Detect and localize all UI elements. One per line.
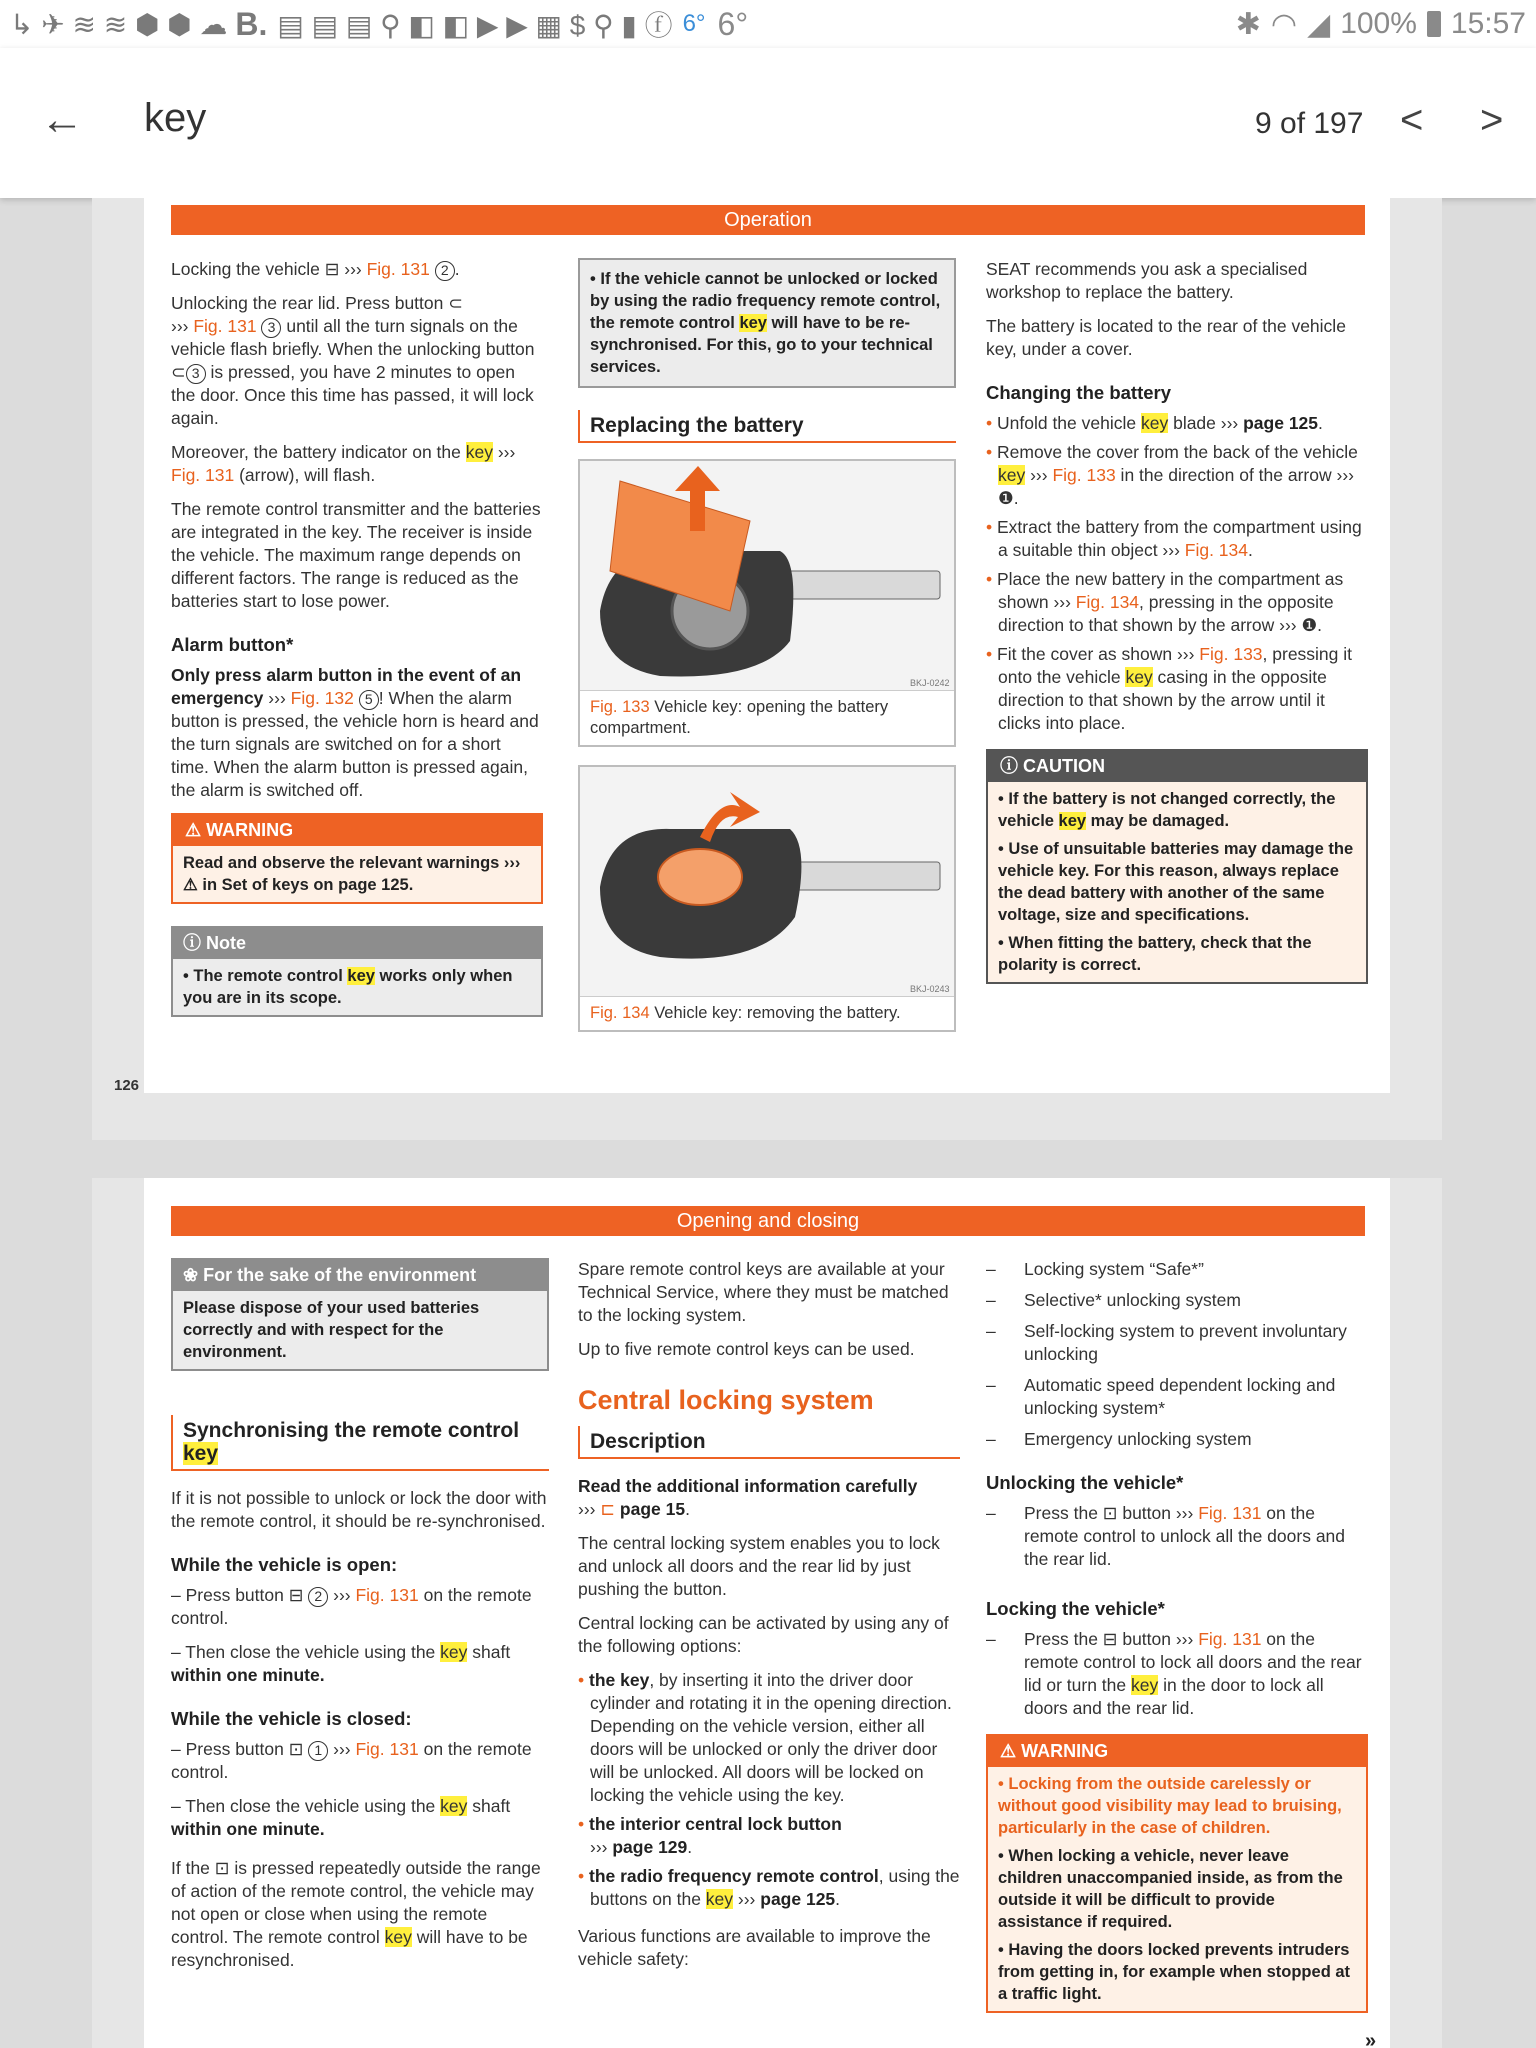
heading-locking-vehicle: Locking the vehicle* xyxy=(986,1598,1165,1619)
page2-column-1 xyxy=(171,1258,549,1983)
paragraph-battery-indicator: Moreover, the battery indicator on the key ››› Fig. 131 (arrow), will flash. xyxy=(171,442,516,485)
list-item: • Remove the cover from the back of the vehicle key ››› Fig. 133 in the direction of the arrow ››› ❶. xyxy=(986,442,1358,508)
note-body: • The remote control key works only when you are in its scope. xyxy=(173,959,541,1015)
lock-icon: ⊟ xyxy=(324,259,340,279)
paragraph-central-locking: The central locking system enables you to lock and unlock all doors and the rear lid by just pushing the button. xyxy=(578,1533,940,1599)
heading-vehicle-closed: While the vehicle is closed: xyxy=(171,1708,412,1729)
heading-alarm-button: Alarm button* xyxy=(171,634,294,655)
heading-replacing-battery: Replacing the battery xyxy=(578,410,956,443)
note-title: ⓘ Note xyxy=(173,928,541,959)
figure-134-caption: Fig. 134 Vehicle key: removing the battery. xyxy=(590,1004,901,1022)
page2-column-3 xyxy=(986,1258,1368,2029)
search-highlight: key xyxy=(347,967,375,985)
page-127 xyxy=(144,1178,1390,2048)
list-item: – Press the ⊡ button ››› Fig. 131 on the remote control to unlock all the doors and the rear lid. xyxy=(986,1503,1346,1569)
search-highlight: key xyxy=(998,465,1026,485)
list-item: • the radio frequency remote control, using the buttons on the key ››› page 125. xyxy=(578,1866,960,1909)
read-more: Read the additional information carefully ››› ⊏ page 15. xyxy=(578,1476,918,1519)
list-item: • Fit the cover as shown ››› Fig. 133, pressing it onto the vehicle key casing in the opposite direction to that shown by the arrow until it clicks into place. xyxy=(986,644,1353,733)
battery-percent: 100% xyxy=(1340,7,1417,40)
wifi-icon: ◠ xyxy=(1270,7,1298,41)
search-highlight: key xyxy=(440,1796,468,1816)
heading-synchronising: Synchronising the remote control key xyxy=(171,1415,549,1471)
list-item: • Extract the battery from the compartment using a suitable thin object ››› Fig. 134. xyxy=(986,517,1362,560)
search-highlight: key xyxy=(1125,667,1153,687)
step-closed-2: – Then close the vehicle using the key shaft within one minute. xyxy=(171,1796,511,1839)
more-notification-icons: ▤ ▤ ▤ ⚲ ◧ ◧ ▶ ▶ ▦ $ ⚲ ▮ ⓕ xyxy=(277,10,673,41)
paragraph-out-of-range: If the ⊡ is pressed repeatedly outside the range of action of the remote control, the vehicle may not open or close when using the remote control. The remote control key will have to be resynchronised. xyxy=(171,1858,541,1970)
book-icon: ⊏ xyxy=(600,1499,620,1519)
environment-box xyxy=(171,1258,549,1371)
back-arrow-icon[interactable]: ← xyxy=(40,95,84,144)
page-126 xyxy=(144,198,1390,1093)
page1-column-2 xyxy=(578,258,956,1050)
lock-icon: ⊟ xyxy=(288,1585,304,1605)
step-closed-1: – Press button ⊡ 1 ››› Fig. 131 on the remote control. xyxy=(171,1739,532,1782)
heading-vehicle-open: While the vehicle is open: xyxy=(171,1554,398,1575)
rear-lid-icon: ⊂ xyxy=(171,362,186,382)
paragraph-alarm: Only press alarm button in the event of an emergency ››› Fig. 132 5 ! When the alarm button is pressed, the vehicle horn is heard and the turn signals are switched on for a short time. When the alarm button is pressed again, the alarm is switched off. xyxy=(171,665,539,800)
list-item: • Unfold the vehicle key blade ››› page 125. xyxy=(986,413,1323,433)
caution-body: • If the battery is not changed correctly, the vehicle key may be damaged. • Use of unsuitable batteries may damage the vehicle key. For this reason, always replace the dead battery with another of the same voltage, size and specifications. • When fitting the battery, check that the polarity is correct. xyxy=(988,782,1366,982)
page1-column-3 xyxy=(986,258,1368,1000)
step-open-1: – Press button ⊟ 2 ››› Fig. 131 on the remote control. xyxy=(171,1585,532,1628)
weather-temp-small: 6° xyxy=(682,10,706,37)
warning-title: ⚠ WARNING xyxy=(173,815,541,846)
list-item: – Emergency unlocking system xyxy=(986,1429,1252,1449)
bluetooth-icon: ✱ xyxy=(1235,7,1261,41)
paragraph-activation: Central locking can be activated by using any of the following options: xyxy=(578,1613,949,1656)
list-item: • the interior central lock button ››› page 129. xyxy=(578,1814,842,1857)
search-highlight: key xyxy=(1131,1675,1159,1695)
figure-133-caption: Fig. 133 Vehicle key: opening the battery compartment. xyxy=(590,698,889,737)
notification-icons: ↳ ✈ ≋ ≋ ⬢ ⬢ ☁ xyxy=(10,8,228,40)
figure-133 xyxy=(578,459,956,747)
list-item: – Automatic speed dependent locking and unlocking system* xyxy=(986,1375,1336,1418)
environment-body: Please dispose of your used batteries correctly and with respect for the environment. xyxy=(173,1291,547,1369)
page2-column-2 xyxy=(578,1258,960,1982)
unlock-icon: ⊡ xyxy=(1102,1503,1118,1523)
match-counter: 9 of 197 xyxy=(1255,107,1364,140)
step-open-2: – Then close the vehicle using the key shaft within one minute. xyxy=(171,1642,511,1685)
status-bar xyxy=(0,0,1536,48)
list-item: – Self-locking system to prevent involuntary unlocking xyxy=(986,1321,1347,1364)
resync-info-box: • If the vehicle cannot be unlocked or locked by using the radio frequency remote control, the remote control key will have to be re-synchronised. For this, go to your technical services. xyxy=(578,258,956,388)
paragraph-battery-location: The battery is located to the rear of the vehicle key, under a cover. xyxy=(986,316,1346,359)
search-highlight: key xyxy=(739,314,767,332)
search-toolbar xyxy=(0,48,1536,198)
warning-box xyxy=(171,813,543,904)
paragraph-remote-control: The remote control transmitter and the batteries are integrated in the key. The receiver is inside the vehicle. The maximum range depends on different factors. The range is reduced as the batteries start to lose power. xyxy=(171,499,541,611)
caution-title: ⓘ CAUTION xyxy=(988,751,1366,782)
figure-code: BKJ-0242 xyxy=(910,678,950,688)
page1-column-1 xyxy=(171,258,543,1033)
b-icon: B. xyxy=(235,5,268,42)
section-header-opening-closing: Opening and closing xyxy=(171,1206,1365,1236)
paragraph-resync: If it is not possible to unlock or lock the door with the remote control, it should be re-synchronised. xyxy=(171,1488,547,1531)
search-highlight: key xyxy=(1140,413,1169,433)
section-header-operation: Operation xyxy=(171,205,1365,235)
figure-134 xyxy=(578,765,956,1032)
paragraph-safety-functions: Various functions are available to improve the vehicle safety: xyxy=(578,1926,931,1969)
key-battery-remove-image xyxy=(580,767,954,997)
weather-temp-large: 6° xyxy=(717,5,749,42)
search-highlight: key xyxy=(384,1927,412,1947)
warning-box xyxy=(986,1734,1368,2013)
search-highlight: key xyxy=(183,1442,219,1465)
search-query[interactable]: key xyxy=(144,96,207,140)
paragraph-seat-recommends: SEAT recommends you ask a specialised workshop to replace the battery. xyxy=(986,259,1308,302)
list-item: – Selective* unlocking system xyxy=(986,1290,1241,1310)
heading-description: Description xyxy=(578,1426,960,1459)
signal-icon: ◢ xyxy=(1307,7,1331,41)
title-central-locking: Central locking system xyxy=(578,1385,874,1415)
warning-body: Read and observe the relevant warnings ››› ⚠ in Set of keys on page 125. xyxy=(173,846,541,902)
search-highlight: key xyxy=(465,442,493,462)
callout-3b: 3 xyxy=(186,364,206,384)
search-highlight: key xyxy=(440,1642,468,1662)
note-box xyxy=(171,926,543,1017)
heading-unlocking-vehicle: Unlocking the vehicle* xyxy=(986,1472,1184,1493)
callout-2: 2 xyxy=(435,261,455,281)
battery-icon xyxy=(1427,11,1441,37)
unlock-icon: ⊡ xyxy=(214,1858,230,1878)
unlock-icon: ⊡ xyxy=(288,1739,304,1759)
paragraph-five-keys: Up to five remote control keys can be used. xyxy=(578,1339,915,1359)
list-item: • Place the new battery in the compartment as shown ››› Fig. 134, pressing in the opposite direction to that shown by the arrow ››› ❶. xyxy=(986,569,1344,635)
heading-changing-battery: Changing the battery xyxy=(986,382,1172,403)
next-match-chevron-icon[interactable]: > xyxy=(1480,98,1504,142)
list-item: – Locking system “Safe*” xyxy=(986,1259,1204,1279)
warning-body: • Locking from the outside carelessly or without good visibility may lead to bruising, particularly in the case of children. • When locking a vehicle, never leave children unaccompanied inside, as from the outside it will be difficult to provide assistance if required. • Having the doors locked prevents intruders from getting in, for example when stopped at a traffic light. xyxy=(988,1767,1366,2011)
paragraph-locking: Locking the vehicle ⊟ ››› Fig. 131 2 . xyxy=(171,259,460,279)
continue-marker: » xyxy=(1365,2030,1377,2048)
previous-match-chevron-icon[interactable]: < xyxy=(1400,98,1424,142)
callout-5: 5 xyxy=(359,690,379,710)
callout-3: 3 xyxy=(261,318,281,338)
list-item: • the key, by inserting it into the driver door cylinder and rotating it in the opening direction. Depending on the vehicle version, either all doors will be unlocked or only the driver door will be unlocked. All doors will be locked on locking the vehicle using the key. xyxy=(578,1670,952,1805)
paragraph-spare-keys: Spare remote control keys are available at your Technical Service, where they must be matched to the locking system. xyxy=(578,1259,949,1325)
environment-title: ❀ For the sake of the environment xyxy=(173,1260,547,1291)
warning-title: ⚠ WARNING xyxy=(988,1736,1366,1767)
paragraph-unlock-rear-lid: Unlocking the rear lid. Press button ⊂ ››› Fig. 131 3 until all the turn signals on the vehicle flash briefly. When the unlocking button ⊂ 3 is pressed, you have 2 minutes to open the door. Once this time has passed, it will lock again. xyxy=(171,293,535,428)
list-item: – Press the ⊟ button ››› Fig. 131 on the remote control to lock all doors and the rear lid or turn the key in the door to lock all doors and the rear lid. xyxy=(986,1629,1362,1718)
key-battery-open-image xyxy=(580,461,954,691)
clock: 15:57 xyxy=(1450,7,1526,40)
search-highlight: key xyxy=(705,1889,734,1909)
page-number: 126 xyxy=(114,1077,140,1094)
caution-box xyxy=(986,749,1368,984)
rear-lid-icon: ⊂ xyxy=(448,293,463,313)
lock-icon: ⊟ xyxy=(1102,1629,1118,1649)
search-highlight: key xyxy=(1058,812,1087,830)
figure-code: BKJ-0243 xyxy=(910,984,950,994)
